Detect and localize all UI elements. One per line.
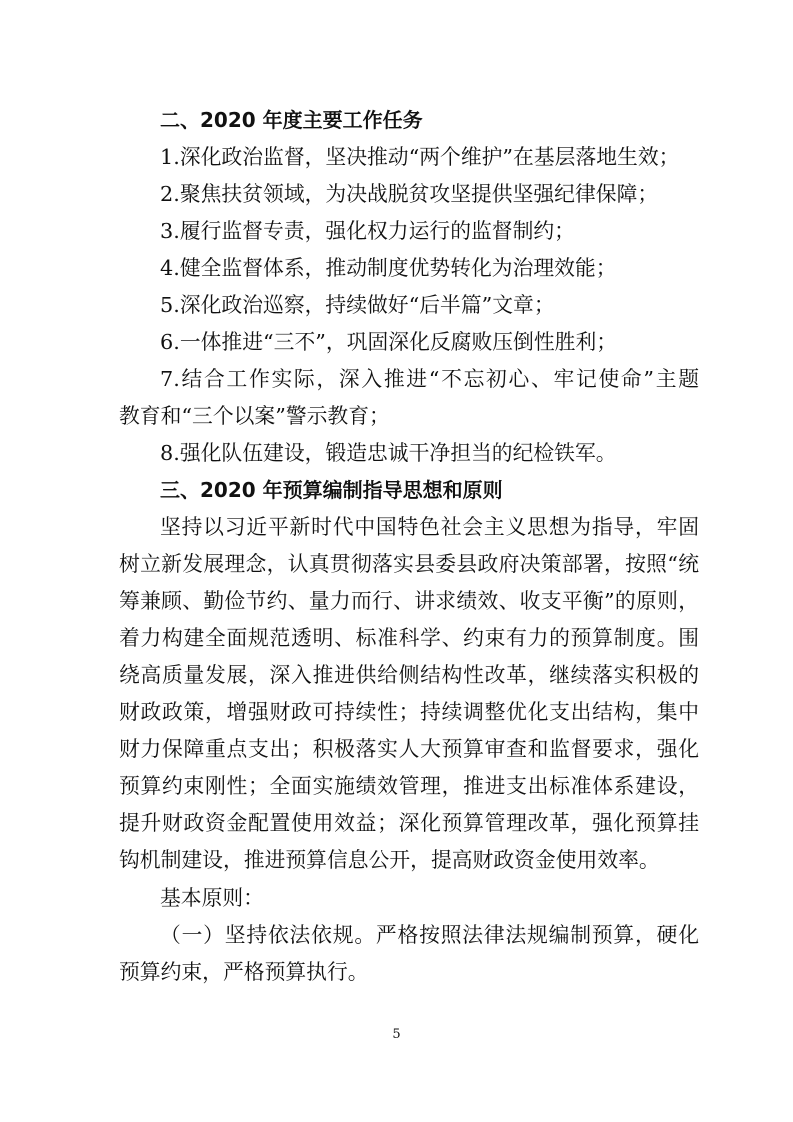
- task-item-4: 4.健全监督体系，推动制度优势转化为治理效能；: [160, 256, 617, 280]
- paragraph-line-7: 财力保障重点支出；积极落实人大预算审查和监督要求，强化: [119, 737, 699, 761]
- paragraph-line-10: 钩机制建设，推进预算信息公开，提高财政资金使用效率。: [119, 848, 660, 872]
- section-heading-2020-tasks: 二、2020 年度主要工作任务: [160, 108, 423, 132]
- paragraph-line-2: 树立新发展理念，认真贯彻落实县委县政府决策部署，按照“统: [119, 552, 699, 576]
- principle-1-line1: （一）坚持依法依规。严格按照法律法规编制预算，硬化: [160, 923, 699, 947]
- task-item-7-line1: 7.结合工作实际，深入推进“不忘初心、牢记使命”主题: [160, 367, 699, 391]
- paragraph-line-1: 坚持以习近平新时代中国特色社会主义思想为指导，牢固: [160, 515, 699, 539]
- task-item-8: 8.强化队伍建设，锻造忠诚干净担当的纪检铁军。: [160, 441, 617, 465]
- task-item-2: 2.聚焦扶贫领域，为决战脱贫攻坚提供坚强纪律保障；: [160, 182, 659, 206]
- task-item-7-line2: 教育和“三个以案”警示教育；: [119, 404, 390, 428]
- page-number: 5: [392, 1027, 401, 1042]
- task-item-1: 1.深化政治监督，坚决推动“两个维护”在基层落地生效；: [160, 145, 680, 169]
- task-item-3: 3.履行监督专责，强化权力运行的监督制约；: [160, 219, 575, 243]
- paragraph-line-3: 筹兼顾、勤俭节约、量力而行、讲求绩效、收支平衡”的原则，: [119, 589, 699, 613]
- task-item-6: 6.一体推进“三不”，巩固深化反腐败压倒性胜利；: [160, 330, 618, 354]
- basic-principles-label: 基本原则：: [160, 886, 264, 910]
- principle-1-line2: 预算约束，严格预算执行。: [119, 960, 369, 984]
- paragraph-line-6: 财政政策，增强财政可持续性；持续调整优化支出结构，集中: [119, 700, 699, 724]
- paragraph-line-9: 提升财政资金配置使用效益；深化预算管理改革，强化预算挂: [119, 811, 699, 835]
- paragraph-line-5: 绕高质量发展，深入推进供给侧结构性改革，继续落实积极的: [119, 663, 699, 687]
- paragraph-line-4: 着力构建全面规范透明、标准科学、约束有力的预算制度。围: [119, 626, 699, 650]
- task-item-5: 5.深化政治巡察，持续做好“后半篇”文章；: [160, 293, 555, 317]
- paragraph-line-8: 预算约束刚性；全面实施绩效管理，推进支出标准体系建设，: [119, 774, 699, 798]
- section-heading-budget-principles: 三、2020 年预算编制指导思想和原则: [160, 478, 503, 502]
